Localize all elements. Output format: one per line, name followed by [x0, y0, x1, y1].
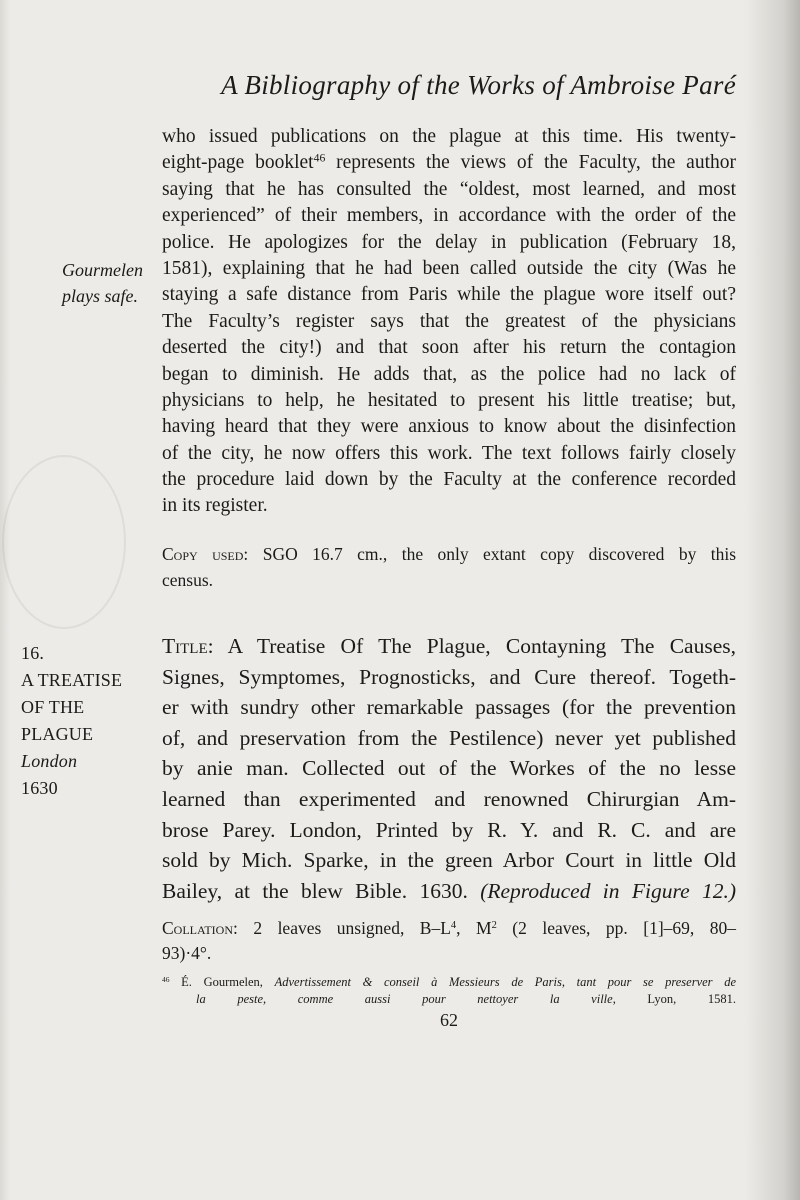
entry-margin-heading — [21, 640, 122, 802]
footnote-line — [162, 974, 736, 991]
faded-library-stamp — [2, 455, 126, 629]
title-line — [162, 876, 736, 907]
body-line: experienced” of their members, in accordance with the order of the — [162, 205, 736, 227]
title-line: Signes, Symptomes, Prognosticks, and Cure thereof. Togeth- — [162, 664, 736, 689]
page-edge-left — [0, 0, 10, 1200]
title-label: Title: — [162, 634, 214, 658]
body-line: police. He apologizes for the delay in publication (February 18, — [162, 231, 736, 253]
collation-label: Collation: — [162, 918, 238, 938]
body-line: saying that he has consulted the “oldest, most learned, and most — [162, 178, 736, 200]
copy-used-text: SGO 16.7 cm., the only extant copy discovered by this — [262, 544, 737, 564]
collation-sup: 2 — [491, 920, 497, 932]
footnote-ref-46: 46 — [313, 151, 326, 165]
figure-reference: (Reproduced in Figure 12.) — [480, 878, 737, 903]
entry-heading-line: OF THE — [21, 697, 85, 717]
title-line: of, and preservation from the Pestilence) never yet published — [162, 725, 736, 750]
body-line: who issued publications on the plague at this time. His twenty- — [162, 126, 736, 147]
copy-used-line — [162, 541, 736, 567]
collation-text: (2 leaves, pp. [1]–69, 80– — [496, 918, 736, 938]
page-number: 62 — [440, 1010, 458, 1030]
footnote-tail: , Lyon, 1581. — [612, 992, 736, 1006]
margin-note-line: plays safe. — [62, 286, 138, 306]
body-line: of the city, he now offers this work. The text follows fairly closely — [162, 442, 736, 464]
copy-used-label: Copy used: — [162, 544, 249, 564]
body-line-footnote-ref: eight-page booklet$^{46}$ represents the views of the Faculty, the author — [162, 151, 736, 174]
page-edge-right — [745, 0, 800, 1200]
footnote-author: É. Gourmelen, — [169, 975, 275, 989]
body-line: in its register. — [162, 495, 268, 517]
collation-paragraph — [162, 916, 736, 966]
collation-sup: 4 — [450, 920, 457, 932]
title-line: learned than experimented and renowned Chirurgian Am- — [162, 786, 736, 811]
body-line: physicians to help, he hesitated to present his little treatise; but, — [162, 389, 736, 411]
collation-line — [162, 916, 736, 941]
entry-place: London — [21, 751, 78, 771]
collation-text: 2 leaves unsigned, B–L — [253, 918, 451, 938]
entry-number: 16. — [21, 643, 45, 663]
body-line: deserted the city!) and that soon after his return the contagion — [162, 337, 736, 359]
title-paragraph — [162, 631, 736, 906]
title-text: Bailey, at the blew Bible. 1630. — [162, 878, 468, 903]
footnote — [162, 974, 736, 1008]
footnote-title: la peste, comme aussi pour nettoyer la ville — [196, 992, 613, 1006]
body-paragraph — [162, 124, 736, 520]
title-line: by anie man. Collected out of the Workes of the no lesse — [162, 756, 736, 781]
footnote-title: Advertissement & conseil à Messieurs de Paris, tant pour se preserver de — [274, 975, 736, 989]
copy-used-line: census. — [162, 570, 214, 590]
title-line: brose Parey. London, Printed by R. Y. and R. C. and are — [162, 817, 736, 842]
body-line: having heard that they were anxious to know about the disinfection — [162, 416, 736, 438]
title-line: sold by Mich. Sparke, in the green Arbor Court in little Old — [162, 848, 736, 873]
title-line: er with sundry other remarkable passages (for the prevention — [162, 695, 736, 720]
body-line: began to diminish. He adds that, as the police had no lack of — [162, 363, 736, 385]
body-line: staying a safe distance from Paris while the plague wore itself out? — [162, 284, 736, 306]
running-title: A Bibliography of the Works of Ambroise Paré — [221, 70, 736, 100]
body-line: 1581), explaining that he had been called outside the city (Was he — [162, 257, 736, 279]
entry-year: 1630 — [21, 778, 58, 798]
copy-used-paragraph — [162, 541, 736, 593]
entry-heading-line: A TREATISE — [21, 670, 123, 690]
collation-line: 93)·4°. — [162, 943, 212, 963]
footnote-line — [162, 991, 736, 1008]
body-line: The Faculty’s register says that the greatest of the physicians — [162, 310, 736, 332]
title-text: A Treatise Of The Plague, Contayning The Causes, — [227, 634, 736, 658]
title-line — [162, 631, 736, 662]
footnote-marker: 46 — [162, 974, 170, 984]
body-line: the procedure laid down by the Faculty at the conference recorded — [162, 469, 736, 491]
entry-heading-line: PLAGUE — [21, 724, 94, 744]
margin-note — [62, 257, 143, 309]
collation-text: , M — [456, 918, 492, 938]
margin-note-line: Gourmelen — [62, 260, 143, 280]
